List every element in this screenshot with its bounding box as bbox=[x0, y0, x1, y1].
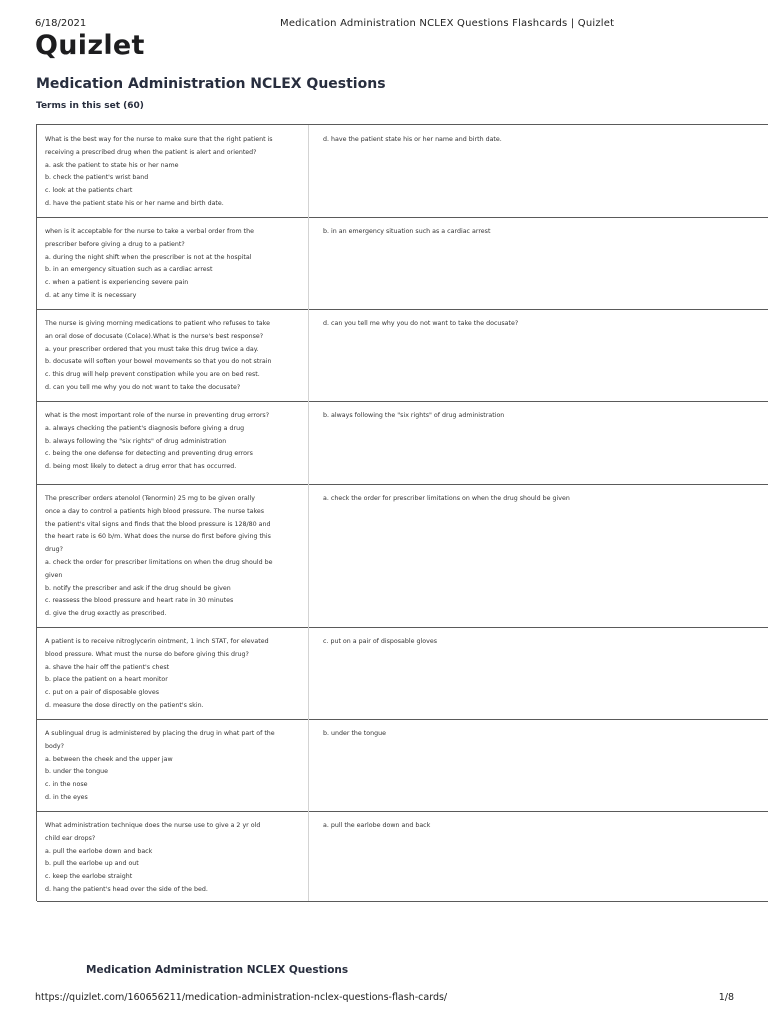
definition-line: d. have the patient state his or her name and birth date. bbox=[323, 136, 502, 143]
definition-line: b. in an emergency situation such as a cardiac arrest bbox=[323, 228, 491, 235]
term-line: d. measure the dose directly on the patient's skin. bbox=[45, 701, 204, 709]
term-line: A sublingual drug is administered by placing the drug in what part of the bbox=[45, 730, 275, 737]
term-line: d. hang the patient's head over the side of the bed. bbox=[45, 885, 208, 893]
term-line: blood pressure. What must the nurse do before giving this drug? bbox=[45, 650, 249, 658]
term-line: c. keep the earlobe straight bbox=[45, 873, 133, 881]
footer-set-title: Medication Administration NCLEX Questions bbox=[86, 964, 349, 976]
term-line: a. pull the earlobe down and back bbox=[45, 847, 153, 855]
flashcard-row bbox=[37, 811, 768, 902]
term-definition-divider bbox=[308, 125, 309, 217]
term-line: a. your prescriber ordered that you must take this drug twice a day. bbox=[45, 345, 259, 353]
term-line: the patient's vital signs and finds that the blood pressure is 128/80 and bbox=[45, 520, 271, 528]
term-line: c. this drug will help prevent constipation while you are on bed rest. bbox=[45, 371, 260, 379]
term-definition-divider bbox=[308, 811, 309, 901]
term-line: b. always following the "six rights" of drug administration bbox=[45, 437, 227, 445]
term-line: b. place the patient on a heart monitor bbox=[45, 676, 168, 684]
print-footer bbox=[0, 992, 768, 1006]
print-url: https://quizlet.com/160656211/medication-administration-nclex-questions-flash-cards/ bbox=[35, 992, 448, 1003]
term-line: d. give the drug exactly as prescribed. bbox=[45, 610, 167, 618]
flashcard-row bbox=[37, 719, 768, 812]
print-page-title: Medication Administration NCLEX Questions Flashcards | Quizlet bbox=[280, 18, 615, 29]
term-line: c. when a patient is experiencing severe pain bbox=[45, 279, 189, 287]
flashcard-term bbox=[45, 728, 297, 805]
definition-line: c. put on a pair of disposable gloves bbox=[323, 638, 438, 645]
flashcard-row bbox=[37, 217, 768, 310]
term-definition-divider bbox=[308, 217, 309, 309]
flashcard-row bbox=[37, 125, 768, 218]
term-line: d. at any time it is necessary bbox=[45, 291, 137, 299]
term-line: c. reassess the blood pressure and heart rate in 30 minutes bbox=[45, 597, 234, 605]
flashcard-term bbox=[45, 820, 297, 897]
term-line: given bbox=[45, 571, 63, 579]
term-line: What administration technique does the nurse use to give a 2 yr old bbox=[45, 822, 261, 829]
term-line: The prescriber orders atenolol (Tenormin) 25 mg to be given orally bbox=[45, 495, 256, 502]
flashcard-row bbox=[37, 309, 768, 402]
term-line: d. being most likely to detect a drug error that has occurred. bbox=[45, 463, 237, 471]
term-line: an oral dose of docusate (Colace).What is the nurse's best response? bbox=[45, 332, 264, 340]
term-line: drug? bbox=[45, 546, 63, 554]
term-line: b. under the tongue bbox=[45, 768, 108, 776]
term-line: what is the most important role of the nurse in preventing drug errors? bbox=[45, 412, 270, 419]
term-line: What is the best way for the nurse to make sure that the right patient is bbox=[45, 136, 273, 143]
flashcard-list bbox=[36, 124, 768, 901]
quizlet-logo[interactable]: Quizlet bbox=[35, 30, 145, 61]
term-definition-divider bbox=[308, 719, 309, 811]
term-line: The nurse is giving morning medications to patient who refuses to take bbox=[45, 320, 270, 327]
flashcard-row bbox=[37, 484, 768, 628]
term-line: a. between the cheek and the upper jaw bbox=[45, 755, 173, 763]
definition-line: a. check the order for prescriber limitations on when the drug should be given bbox=[323, 495, 570, 502]
definition-line: b. always following the "six rights" of drug administration bbox=[323, 412, 505, 419]
term-line: body? bbox=[45, 742, 64, 750]
term-line: c. being the one defense for detecting and preventing drug errors bbox=[45, 450, 253, 458]
definition-line: b. under the tongue bbox=[323, 730, 386, 737]
flashcard-definition bbox=[323, 226, 763, 239]
term-line: b. pull the earlobe up and out bbox=[45, 860, 139, 868]
terms-count: Terms in this set (60) bbox=[36, 101, 144, 111]
term-line: a. ask the patient to state his or her name bbox=[45, 161, 179, 169]
term-line: b. check the patient's wrist band bbox=[45, 174, 149, 182]
term-line: the heart rate is 60 b/m. What does the nurse do first before giving this bbox=[45, 533, 271, 541]
flashcard-definition bbox=[323, 636, 763, 649]
flashcard-definition bbox=[323, 410, 763, 423]
term-line: d. in the eyes bbox=[45, 793, 88, 801]
term-line: receiving a prescribed drug when the patient is alert and oriented? bbox=[45, 148, 257, 156]
flashcard-term bbox=[45, 410, 297, 474]
term-definition-divider bbox=[308, 309, 309, 401]
term-line: c. put on a pair of disposable gloves bbox=[45, 689, 160, 697]
term-line: prescriber before giving a drug to a patient? bbox=[45, 240, 185, 248]
flashcard-row bbox=[37, 401, 768, 485]
term-line: d. have the patient state his or her name and birth date. bbox=[45, 199, 224, 207]
term-line: b. notify the prescriber and ask if the drug should be given bbox=[45, 584, 231, 592]
term-line: child ear drops? bbox=[45, 834, 96, 842]
term-definition-divider bbox=[308, 627, 309, 719]
definition-line: a. pull the earlobe down and back bbox=[323, 822, 431, 829]
flashcard-definition bbox=[323, 728, 763, 741]
flashcard-row bbox=[37, 627, 768, 720]
print-page-number: 1/8 bbox=[718, 992, 734, 1003]
term-line: d. can you tell me why you do not want to take the docusate? bbox=[45, 383, 241, 391]
term-line: a. during the night shift when the prescriber is not at the hospital bbox=[45, 253, 252, 261]
flashcard-term bbox=[45, 493, 297, 621]
print-date: 6/18/2021 bbox=[35, 18, 87, 29]
flashcard-definition bbox=[323, 820, 763, 833]
flashcard-term bbox=[45, 318, 297, 395]
term-line: c. look at the patients chart bbox=[45, 187, 133, 195]
term-line: when is it acceptable for the nurse to take a verbal order from the bbox=[45, 228, 254, 235]
term-line: b. docusate will soften your bowel movements so that you do not strain bbox=[45, 358, 272, 366]
flashcard-definition bbox=[323, 134, 763, 147]
definition-line: d. can you tell me why you do not want to take the docusate? bbox=[323, 320, 519, 327]
term-line: A patient is to receive nitroglycerin ointment, 1 inch STAT, for elevated bbox=[45, 638, 269, 645]
term-line: a. shave the hair off the patient's chest bbox=[45, 663, 170, 671]
term-line: b. in an emergency situation such as a cardiac arrest bbox=[45, 266, 213, 274]
term-line: c. in the nose bbox=[45, 781, 88, 789]
term-line: a. always checking the patient's diagnosis before giving a drug bbox=[45, 424, 245, 432]
term-definition-divider bbox=[308, 484, 309, 627]
flashcard-definition bbox=[323, 493, 763, 506]
flashcard-term bbox=[45, 636, 297, 713]
term-definition-divider bbox=[308, 401, 309, 484]
flashcard-term bbox=[45, 134, 297, 211]
flashcard-term bbox=[45, 226, 297, 303]
term-line: a. check the order for prescriber limitations on when the drug should be bbox=[45, 558, 273, 566]
flashcard-definition bbox=[323, 318, 763, 331]
term-line: once a day to control a patients high blood pressure. The nurse takes bbox=[45, 507, 265, 515]
set-title: Medication Administration NCLEX Questions bbox=[36, 76, 386, 92]
